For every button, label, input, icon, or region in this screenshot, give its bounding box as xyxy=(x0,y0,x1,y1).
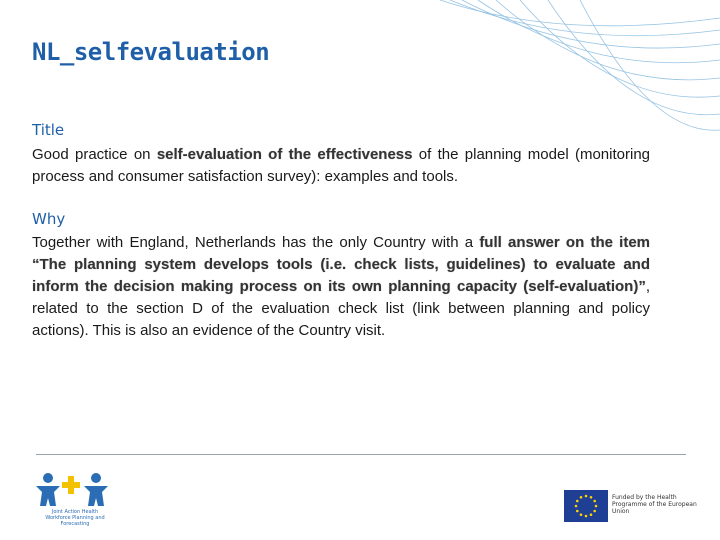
why-text-end: , related to the section D of the evaluation check list (link between planning and policy actions). This is also an evidence of the Country visit. xyxy=(32,278,650,339)
page-title: NL_selfevaluation xyxy=(32,38,270,66)
title-highlight: self-evaluation of the effectiveness xyxy=(156,146,413,163)
why-paragraph xyxy=(32,232,650,342)
eu-funding-text: Funded by the Health Programme of the European Union xyxy=(612,494,697,515)
section-heading-title: Title xyxy=(32,121,65,139)
decorative-wave-lines xyxy=(0,0,720,140)
left-logo-caption: Joint Action Health Workforce Planning and Forecasting xyxy=(45,509,105,527)
footer-divider xyxy=(36,454,686,455)
eu-flag-icon xyxy=(564,490,608,522)
title-paragraph xyxy=(32,144,650,188)
why-highlight: full answer on the item “The planning system develops tools (i.e. check lists, guidelines) to evaluate and inform the decision making process on its own planning capacity (self-evaluation)” xyxy=(32,234,650,295)
title-text-start: Good practice on xyxy=(32,146,157,163)
title-text-end: of the planning model (monitoring process and consumer satisfaction survey): examples and tools. xyxy=(32,146,650,185)
why-text-start: Together with England, Netherlands has the only Country with a xyxy=(32,234,480,251)
section-heading-why: Why xyxy=(32,210,66,228)
